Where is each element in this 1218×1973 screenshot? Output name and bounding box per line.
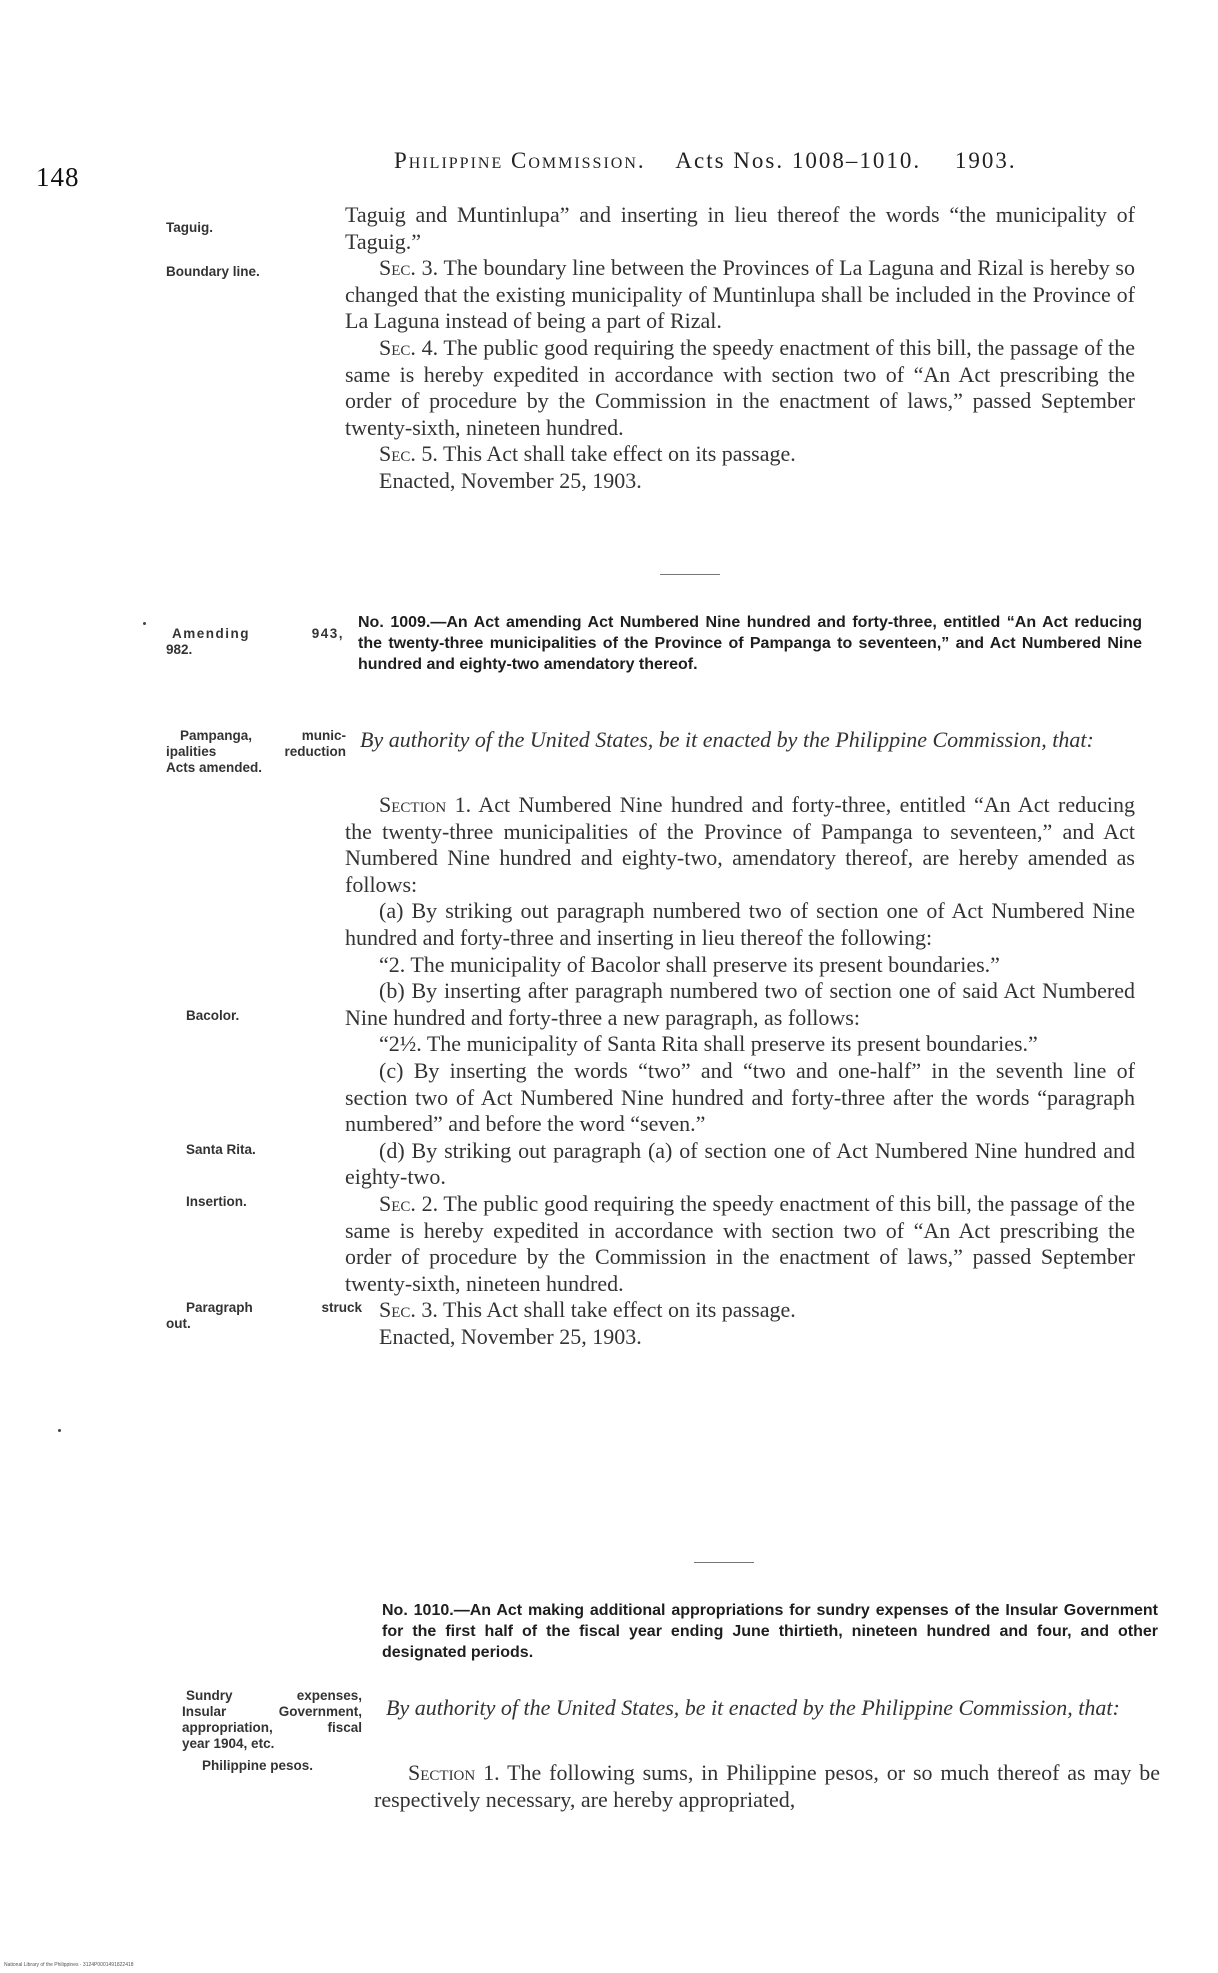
margin-note-bacolor: Bacolor.	[186, 1008, 240, 1023]
margin-note-paragraph-struck-line2: out.	[166, 1316, 191, 1331]
margin-note-amending-line1: Amending 943,	[172, 626, 344, 641]
act-1008-section-4	[345, 335, 1135, 441]
margin-note-philippine-pesos: Philippine pesos.	[202, 1758, 314, 1773]
section-text: The following sums, in Philippine pesos, or so much thereof as may be respectively necessary, are hereby appropriated,	[374, 1760, 1160, 1812]
margin-note-pampanga-line3: Acts amended.	[166, 760, 263, 775]
act-1009-section-1	[345, 792, 1135, 898]
margin-note-sundry-line2: Insular Government,	[182, 1704, 362, 1719]
margin-note-boundary-line: Boundary line.	[166, 264, 260, 279]
act-1009-clause-a: (a) By striking out paragraph numbered two of section one of Act Numbered Nine hundred and forty-three and inserting in lieu thereof the following:	[345, 898, 1135, 950]
margin-note-amending-line2: 982.	[166, 642, 193, 657]
act-1009-clause-b-quote: “2½. The municipality of Santa Rita shall preserve its present boundaries.”	[379, 1031, 1038, 1057]
act-1010-enacting-clause: By authority of the United States, be it enacted by the Philippine Commission, that:	[386, 1695, 1120, 1720]
margin-note-pampanga-line1: Pampanga, munic-	[180, 728, 346, 743]
act-1009-enacting-clause	[360, 726, 1144, 753]
margin-note-taguig: Taguig.	[166, 220, 213, 235]
running-head-acts: Acts Nos. 1008–1010.	[675, 148, 922, 173]
section-label: Sec. 5.	[379, 441, 438, 467]
section-text: The public good requiring the speedy enactment of this bill, the passage of the same is hereby expedited in accordance with section two of “An Act prescribing the order of procedure by the Commission in the enactment of laws,” passed September twenty-sixth, nineteen hundred.	[345, 334, 1135, 440]
margin-note-insertion: Insertion.	[186, 1194, 247, 1209]
act-1009-section-3	[345, 1297, 1135, 1324]
section-label: Sec. 4.	[379, 334, 439, 360]
section-text: The public good requiring the speedy enactment of this bill, the passage of the same is hereby expedited in accordance with section two of “An Act prescribing the order of procedure by the Commission in the enactment of laws,” passed September twenty-sixth, nineteen hundred.	[345, 1190, 1135, 1296]
margin-note-pampanga-line2: ipalities reduction	[166, 744, 346, 759]
section-label: Section 1.	[379, 792, 472, 817]
act-separator-rule	[694, 1562, 754, 1563]
act-1009-clause-a-quote: “2. The municipality of Bacolor shall preserve its present boundaries.”	[379, 951, 1000, 977]
act-1008-enacted-date: Enacted, November 25, 1903.	[379, 467, 642, 493]
section-label: Sec. 3.	[379, 255, 439, 281]
running-head	[394, 148, 1017, 174]
act-1008-continued	[345, 202, 1135, 495]
act-1009-section-2	[345, 1191, 1135, 1297]
act-1009-clause-b: (b) By inserting after paragraph numbered two of section one of said Act Numbered Nine hundred and forty-three a new paragraph, as follows:	[345, 978, 1135, 1030]
act-separator-rule	[660, 574, 720, 575]
section-label: Sec. 2.	[379, 1190, 439, 1216]
speck-mark	[143, 622, 146, 625]
section-text: This Act shall take effect on its passage.	[437, 441, 796, 467]
act-1008-continuation-paragraph: Taguig and Muntinlupa” and inserting in lieu thereof the words “the municipality of Taguig.”	[345, 202, 1135, 254]
section-label: Section 1.	[408, 1760, 500, 1785]
speck-mark	[58, 1429, 61, 1432]
act-1009-body	[345, 792, 1135, 1350]
enacting-text: By authority of the United States, be it enacted by the Philippine Commission, that:	[360, 727, 1094, 752]
running-head-year: 1903.	[954, 148, 1017, 173]
section-label: Sec. 3.	[379, 1297, 438, 1323]
margin-note-sundry-line3: appropriation, fiscal	[182, 1720, 362, 1735]
margin-note-santa-rita: Santa Rita.	[186, 1142, 256, 1157]
act-1008-section-3	[345, 255, 1135, 335]
page-number: 148	[36, 162, 80, 192]
scan-footer: National Library of the Philippines · 3124P0001491822418	[4, 1962, 134, 1968]
act-1010-title: No. 1010.—An Act making additional appropriations for sundry expenses of the Insular Government for the first half of the fiscal year ending June thirtieth, nineteen hundred and four, and other designated periods.	[382, 1602, 1158, 1661]
section-text: The boundary line between the Provinces of La Laguna and Rizal is hereby so changed that the existing municipality of Muntinlupa shall be included in the Province of La Laguna instead of being a part of Rizal.	[345, 255, 1135, 334]
margin-note-sundry-line4: year 1904, etc.	[182, 1736, 275, 1751]
running-head-commission: Philippine Commission.	[394, 148, 646, 173]
section-text: This Act shall take effect on its passage.	[437, 1297, 796, 1323]
margin-note-paragraph-struck-line1: Paragraph struck	[186, 1300, 362, 1315]
act-1010-body	[374, 1760, 1160, 1813]
margin-note-sundry-line1: Sundry expenses,	[186, 1688, 362, 1703]
section-text: Act Numbered Nine hundred and forty-three, entitled “An Act reducing the twenty-three municipalities of the Province of Pampanga to seventeen,” and Act Numbered Nine hundred and eighty-two, amendatory thereof, are hereby amended as follows:	[345, 792, 1135, 897]
act-1009-title: No. 1009.—An Act amending Act Numbered Nine hundred and forty-three, entitled “An Act reducing the twenty-three municipalities of the Province of Pampanga to seventeen,” and Act Numbered Nine hundred and eighty-two amendatory thereof.	[358, 614, 1142, 673]
act-1009-enacted-date: Enacted, November 25, 1903.	[379, 1323, 642, 1349]
act-1008-section-5	[345, 441, 1135, 468]
act-1010-section-1	[374, 1760, 1160, 1813]
act-1009-clause-d: (d) By striking out paragraph (a) of section one of Act Numbered Nine hundred and eighty-two.	[345, 1137, 1135, 1190]
act-1009-clause-c: (c) By inserting the words “two” and “two and one-half” in the seventh line of section two of Act Numbered Nine hundred and forty-three after the words “paragraph numbered” and before the word “seven.”	[345, 1057, 1135, 1137]
